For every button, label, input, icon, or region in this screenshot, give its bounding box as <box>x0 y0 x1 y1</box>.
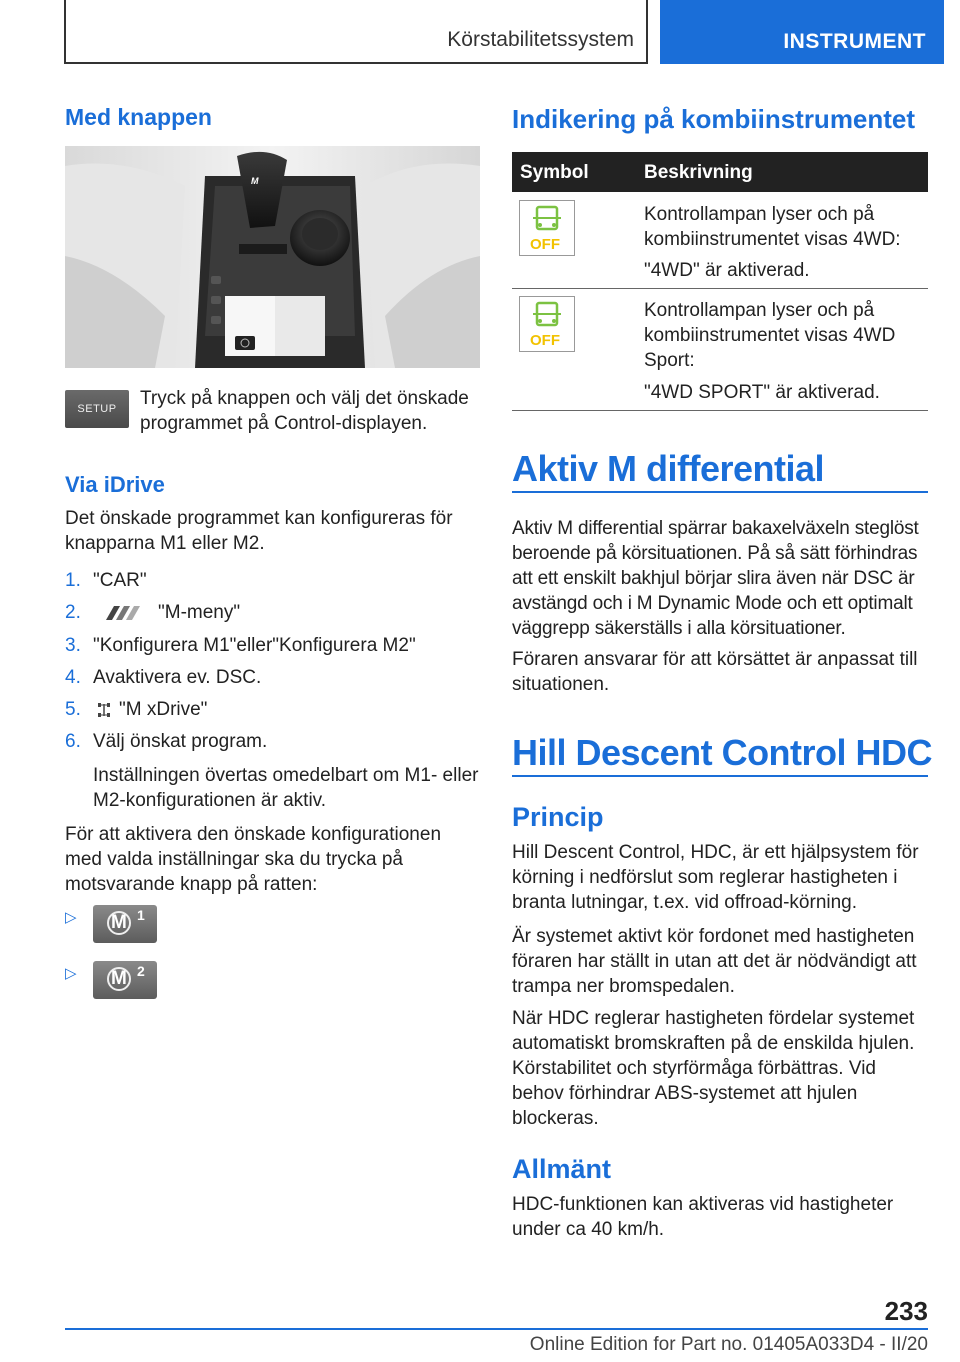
step-number: 4. <box>65 667 81 688</box>
header-tab-label: INSTRUMENT <box>783 30 926 53</box>
m2-number: 2 <box>137 963 145 979</box>
via-idrive-text: Det önskade programmet kan konfigureras för knapparna M1 eller M2. <box>65 508 453 554</box>
step-number: 1. <box>65 570 81 591</box>
header-section-box <box>64 0 648 64</box>
footer-edition: Online Edition for Part no. 01405A033D4 - II/20 <box>529 1334 928 1355</box>
header-section-title: Körstabilitetssystem <box>447 28 634 51</box>
step-number: 3. <box>65 635 81 656</box>
setup-instruction-text: Tryck på knappen och välj det önskade programmet på Control-displayen. <box>140 388 469 434</box>
heading-aktiv-m-differential: Aktiv M differential <box>512 448 825 489</box>
lamp-off-text: OFF <box>530 332 560 349</box>
step-text: "M-meny" <box>158 602 241 623</box>
step-text: Avaktivera ev. DSC. <box>93 667 262 688</box>
row2-description: Kontrollampan lyser och på kombiinstrumentet visas 4WD Sport: <box>644 300 896 371</box>
xdrive-icon <box>96 701 112 719</box>
heading-princip: Princip <box>512 802 604 832</box>
svg-text:M: M <box>251 176 259 186</box>
m1-number: 1 <box>137 907 145 923</box>
amd-paragraph-1: Aktiv M differential spärrar bakaxelväxeln steglöst beroende på körsituationen. På så sätt förhindras att ett enskilt bakhjul börjar slira även när DSC är avstängd och i M Dynamic Mode och ett optimalt väggrepp säkerställs i alla körsituationer. <box>512 518 919 639</box>
step-text: "M xDrive" <box>119 699 208 720</box>
setup-button-icon: SETUP <box>65 390 129 428</box>
row2-note: "4WD SPORT" är aktiverad. <box>644 382 880 403</box>
heading-via-idrive: Via iDrive <box>65 472 165 497</box>
awd-sport-off-lamp-icon <box>519 296 575 352</box>
row1-note: "4WD" är aktiverad. <box>644 260 810 281</box>
awd-off-lamp-icon <box>519 200 575 256</box>
table-row-divider <box>512 410 928 411</box>
step-text: Välj önskat program. <box>93 731 268 752</box>
header-tab-instrument[interactable] <box>660 0 944 64</box>
amd-paragraph-2: Föraren ansvarar för att körsättet är anpassat till situationen. <box>512 649 918 695</box>
heading-rule <box>512 775 928 777</box>
m2-button-icon <box>93 961 157 999</box>
princip-paragraph-1: Hill Descent Control, HDC, är ett hjälpsystem för körning i nedförslut som reglerar hastigheten i branta lutningar, t.ex. vid offroad-körning. <box>512 842 919 913</box>
princip-paragraph-3: När HDC reglerar hastigheten fördelar systemet automatiskt bromskraften på de enskilda hjulen. Körstabilitet och styrförmåga förbättras. Vid behov förhindrar ABS-systemet att hjulen blockeras. <box>512 1008 915 1129</box>
col-description: Beskrivning <box>644 162 753 183</box>
heading-allmant: Allmänt <box>512 1154 612 1184</box>
lamp-off-text: OFF <box>530 236 560 253</box>
footer-rule <box>65 1328 928 1330</box>
heading-rule <box>512 491 928 493</box>
awd-lamp-graphic <box>520 201 574 255</box>
bullet-marker: ▷ <box>65 965 77 982</box>
step6-note: Inställningen övertas omedelbart om M1- eller M2-konfigurationen är aktiv. <box>93 765 479 811</box>
heading-hdc: Hill Descent Control HDC <box>512 732 933 773</box>
heading-indikering: Indikering på kombiinstrumentet <box>512 104 916 134</box>
step-number: 6. <box>65 731 81 752</box>
m2-letter: M <box>111 968 127 989</box>
heading-med-knappen: Med knappen <box>65 104 212 130</box>
row1-description: Kontrollampan lyser och på kombiinstrumentet visas 4WD: <box>644 204 901 250</box>
press-button-text: För att aktivera den önskade konfigurationen med valda inställningar ska du trycka på motsvarande knapp på ratten: <box>65 824 442 895</box>
shifter-console-photo <box>65 146 480 368</box>
m-stripes-icon <box>100 604 148 622</box>
step-number: 2. <box>65 602 81 623</box>
indicator-table-header <box>512 152 928 192</box>
awd-sport-lamp-graphic <box>520 297 574 351</box>
allmant-paragraph: HDC-funktionen kan aktiveras vid hastigheter under ca 40 km/h. <box>512 1194 894 1240</box>
table-row-divider <box>512 288 928 289</box>
shifter-console-illustration <box>65 146 480 368</box>
bullet-marker: ▷ <box>65 909 77 926</box>
m1-button-icon <box>93 905 157 943</box>
step-number: 5. <box>65 699 81 720</box>
col-symbol: Symbol <box>520 162 589 183</box>
page-number: 233 <box>884 1296 928 1326</box>
step-text: "Konfigurera M1"eller"Konfigurera M2" <box>93 635 416 656</box>
m1-letter: M <box>111 912 127 933</box>
princip-paragraph-2: Är systemet aktivt kör fordonet med hastigheten föraren har ställt in utan att det är nödvändigt att trampa ner bromspedalen. <box>512 926 917 997</box>
step-text: "CAR" <box>93 570 147 591</box>
